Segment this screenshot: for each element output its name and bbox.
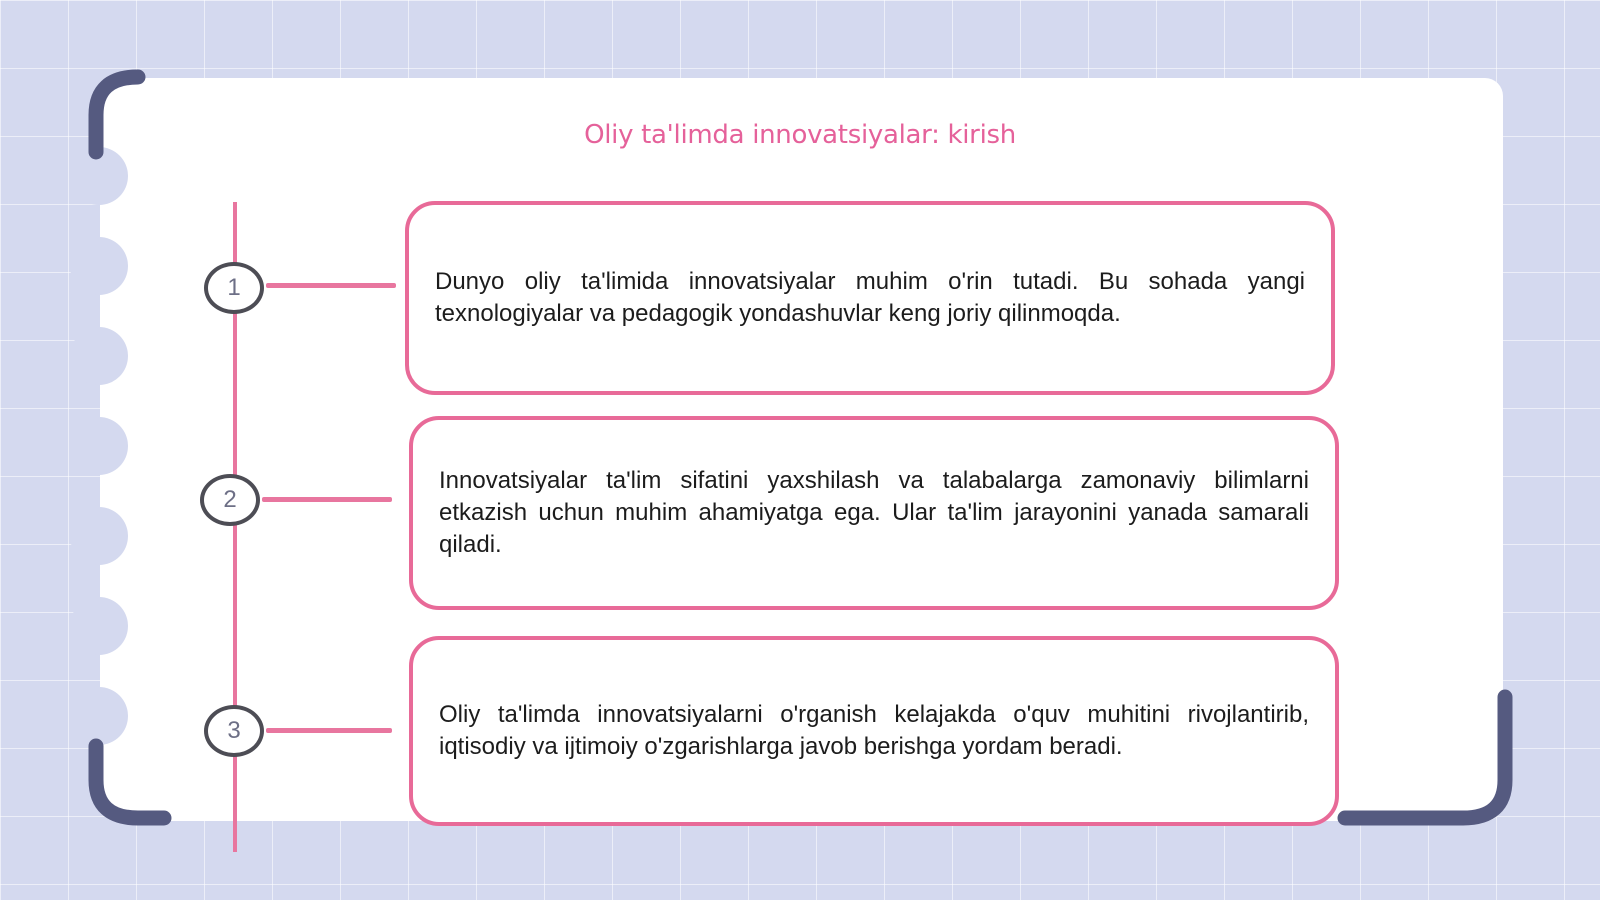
step-number-badge (204, 262, 264, 314)
step-number-badge (200, 474, 260, 526)
step-card (409, 636, 1339, 826)
step-number: 2 (223, 486, 237, 513)
connector-line (266, 728, 392, 733)
paper-hole (70, 147, 128, 205)
step-text: Innovatsiyalar ta'lim sifatini yaxshilash va talabalarga zamonaviy bilimlarni etkazish uchun muhim ahamiyatga ega. Ular ta'lim jarayonini yanada samarali qiladi. (439, 467, 1309, 558)
slide-title: Oliy ta'limda innovatsiyalar: kirish (584, 120, 1016, 150)
step-number: 1 (227, 274, 241, 301)
step-card (409, 416, 1339, 610)
paper-hole (70, 597, 128, 655)
connector-line (266, 283, 396, 288)
paper-hole (70, 327, 128, 385)
step-number: 3 (227, 717, 241, 744)
step-number-badge (204, 705, 264, 757)
step-text: Oliy ta'limda innovatsiyalarni o'rganish kelajakda o'quv muhitini rivojlantirib, iqtisodiy va ijtimoiy o'zgarishlarga javob berishga yordam beradi. (439, 701, 1309, 760)
paper-hole (70, 687, 128, 745)
step-text: Dunyo oliy ta'limida innovatsiyalar muhim o'rin tutadi. Bu sohada yangi texnologiyalar va pedagogik yondashuvlar keng joriy qilinmoqda. (435, 268, 1305, 327)
paper-hole (70, 237, 128, 295)
paper-hole (70, 417, 128, 475)
paper-hole (70, 507, 128, 565)
step-card (405, 201, 1335, 395)
connector-line (262, 497, 392, 502)
